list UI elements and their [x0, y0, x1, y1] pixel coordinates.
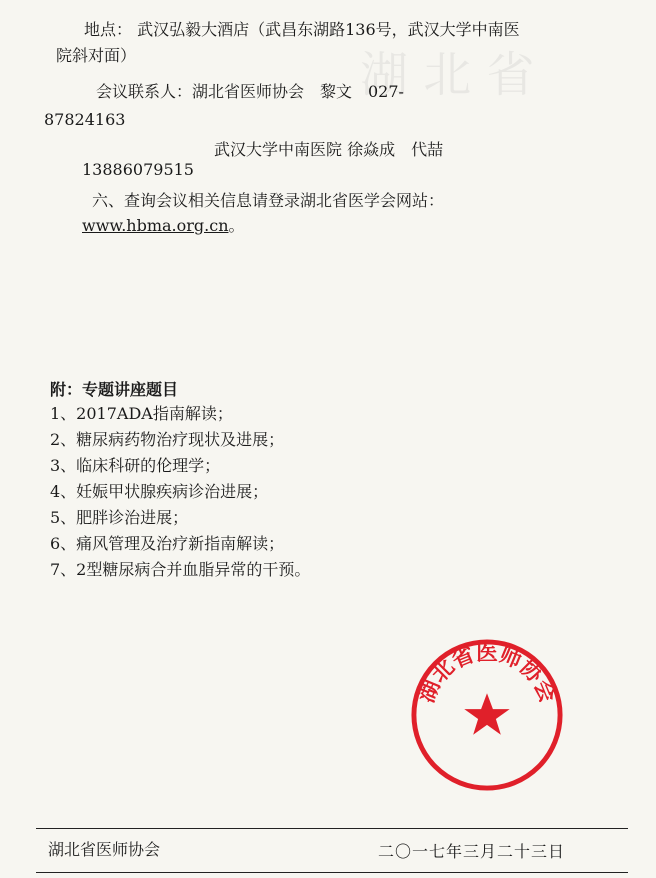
venue-line-1: 地点： 武汉弘毅大酒店（武昌东湖路136号，武汉大学中南医 [84, 20, 520, 39]
venue-line-2: 院斜对面） [56, 46, 137, 65]
bleed-through-text: 湖 北 省 [360, 47, 535, 103]
footer-rule-top [36, 828, 628, 829]
contact-line-1: 会议联系人：湖北省医师协会 黎文 027- [96, 82, 404, 101]
topic-item: 3、临床科研的伦理学； [50, 456, 221, 475]
contact-line-4: 13886079515 [82, 160, 194, 179]
topic-item: 7、2型糖尿病合并血脂异常的干预。 [50, 560, 311, 579]
footer-issuer: 湖北省医师协会 [48, 840, 161, 859]
topic-item: 5、肥胖诊治进展； [50, 508, 189, 527]
topic-item: 6、痛风管理及治疗新指南解读； [50, 534, 285, 553]
appendix-title: 附：专题讲座题目 [50, 380, 179, 399]
contact-line-2: 87824163 [44, 110, 126, 129]
topic-item: 2、糖尿病药物治疗现状及进展； [50, 430, 285, 449]
topic-item: 4、妊娠甲状腺疾病诊治进展； [50, 482, 269, 501]
seal-graphic [408, 636, 566, 794]
website-suffix: 。 [228, 216, 245, 235]
seal-text: 湖北省医师协会 [414, 640, 560, 707]
seal-star-icon [464, 693, 509, 734]
website-line [82, 216, 245, 236]
official-seal [408, 636, 566, 794]
website-link[interactable]: www.hbma.org.cn [82, 216, 229, 235]
inquiry-line: 六、查询会议相关信息请登录湖北省医学会网站： [92, 191, 445, 210]
footer-rule-bottom [36, 872, 628, 873]
topic-item: 1、2017ADA指南解读； [50, 404, 233, 423]
contact-line-3: 武汉大学中南医院 徐焱成 代喆 [214, 140, 444, 159]
footer-date: 二〇一七年三月二十三日 [378, 842, 566, 861]
